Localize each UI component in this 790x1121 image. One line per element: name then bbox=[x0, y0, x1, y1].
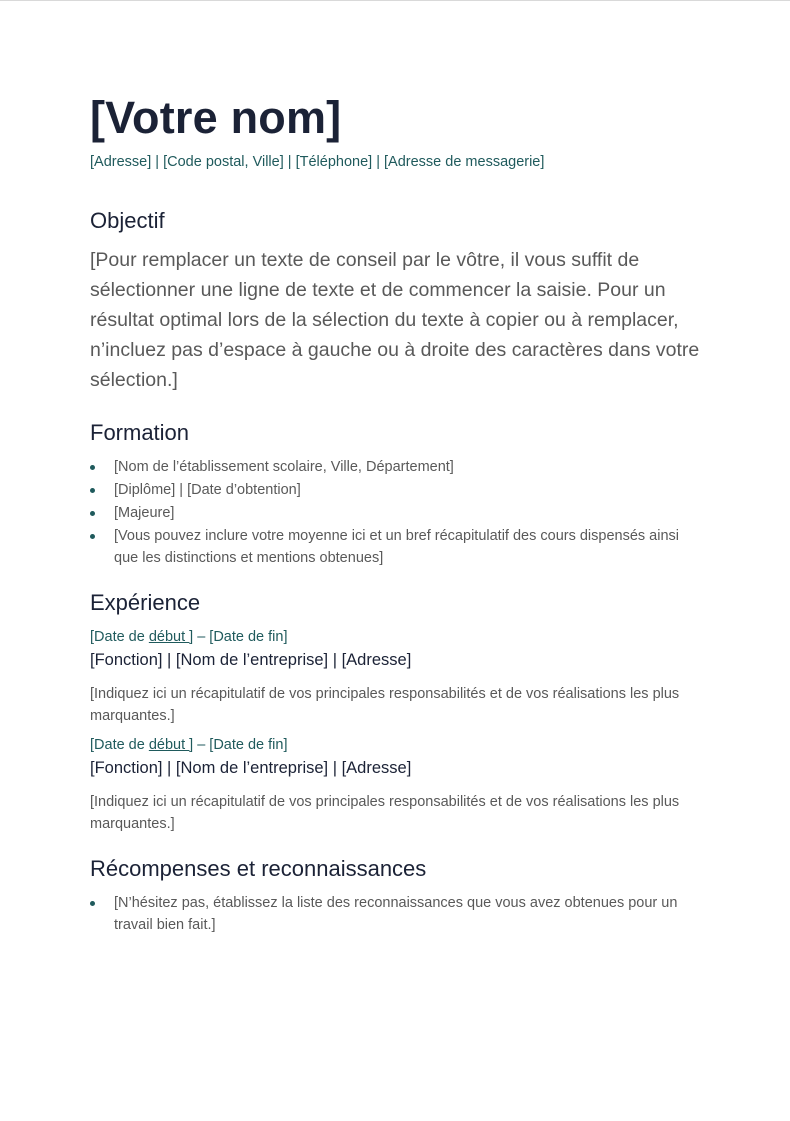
job-description[interactable]: [Indiquez ici un récapitulatif de vos principales responsabilités et de vos réalisations les plus marquantes.] bbox=[90, 686, 680, 724]
contact-address[interactable]: [Adresse] bbox=[90, 154, 152, 170]
job-title[interactable]: [Fonction] | [Nom de l’entreprise] | [Adresse] bbox=[90, 759, 412, 777]
contact-postal[interactable]: [Code postal, Ville] bbox=[163, 154, 284, 170]
contact-line bbox=[90, 152, 700, 172]
bullet-icon bbox=[90, 534, 95, 539]
job-title[interactable]: [Fonction] | [Nom de l’entreprise] | [Adresse] bbox=[90, 651, 412, 669]
contact-separator: | bbox=[287, 154, 292, 170]
job-start-date[interactable]: début ] bbox=[148, 737, 194, 753]
experience-heading[interactable]: Expérience bbox=[90, 590, 201, 615]
job-start-date[interactable]: début ] bbox=[148, 629, 194, 645]
resume-document bbox=[90, 92, 700, 937]
contact-separator: | bbox=[376, 154, 380, 170]
education-item[interactable]: [Majeure] bbox=[90, 502, 700, 524]
job-entry bbox=[90, 627, 700, 727]
awards-list bbox=[90, 892, 700, 936]
education-list bbox=[90, 456, 700, 569]
education-item[interactable]: [Vous pouvez inclure votre moyenne ici et un bref récapitulatif des cours dispensés ainsi que les distinctions et mentions obtenues] bbox=[90, 525, 700, 569]
contact-separator: | bbox=[155, 154, 160, 170]
objective-text[interactable]: [Pour remplacer un texte de conseil par le vôtre, il vous suffit de sélectionner une ligne de texte et de commencer la saisie. Pour un résultat optimal lors de la sélection du texte à copier ou à remplacer, n’incluez pas d’espace à gauche ou à droite des caractères dans votre sélection.] bbox=[90, 249, 700, 391]
objective-heading[interactable]: Objectif bbox=[90, 208, 165, 233]
contact-email[interactable]: [Adresse de messagerie] bbox=[384, 154, 545, 170]
page-top-border bbox=[0, 0, 790, 1]
awards-heading[interactable]: Récompenses et reconnaissances bbox=[90, 856, 427, 881]
resume-name[interactable]: [Votre nom] bbox=[90, 92, 342, 143]
education-item[interactable]: [Diplôme] | [Date d’obtention] bbox=[90, 479, 700, 501]
bullet-icon bbox=[90, 511, 95, 516]
education-item[interactable]: [Nom de l’établissement scolaire, Ville, Département] bbox=[90, 456, 700, 478]
job-description[interactable]: [Indiquez ici un récapitulatif de vos principales responsabilités et de vos réalisations les plus marquantes.] bbox=[90, 794, 680, 832]
award-item[interactable]: [N’hésitez pas, établissez la liste des reconnaissances que vous avez obtenues pour un travail bien fait.] bbox=[90, 892, 700, 936]
bullet-icon bbox=[90, 901, 95, 906]
job-dates[interactable]: [Date de début ] – [Date de fin] bbox=[90, 737, 288, 753]
job-dates[interactable]: [Date de début ] – [Date de fin] bbox=[90, 629, 288, 645]
bullet-icon bbox=[90, 488, 95, 493]
contact-phone[interactable]: [Téléphone] bbox=[295, 154, 373, 170]
education-heading[interactable]: Formation bbox=[90, 420, 190, 445]
bullet-icon bbox=[90, 465, 95, 470]
job-entry bbox=[90, 735, 700, 835]
